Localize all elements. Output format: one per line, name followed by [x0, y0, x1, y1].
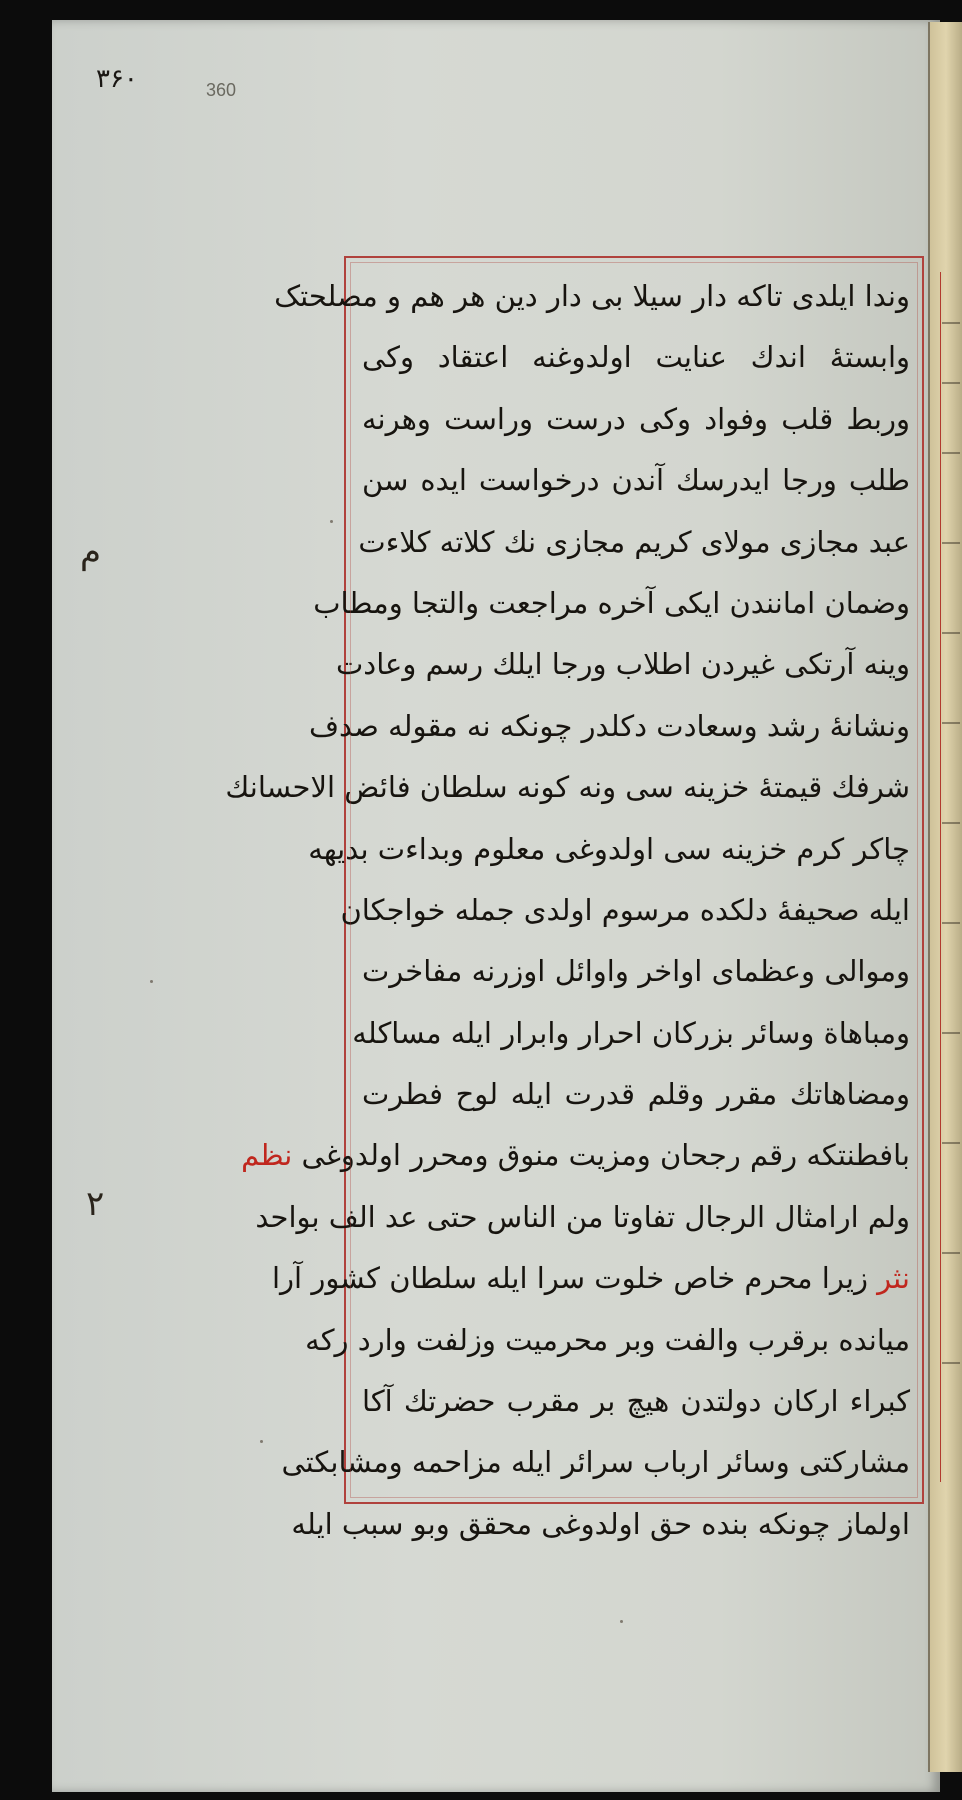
line-text: وندا ایلدی تاکه دار سیلا بی دار دین هر هم و مصلحتک — [274, 279, 910, 313]
text-block — [225, 266, 910, 1555]
text-line — [281, 1432, 910, 1493]
text-line — [291, 1494, 910, 1555]
adjacent-leaf-edge — [928, 22, 962, 1772]
rubric-heading: نثر — [867, 1261, 910, 1296]
text-line — [309, 696, 910, 757]
line-text: ایله صحیفهٔ دلکده مرسوم اولدی جمله خواجکان — [340, 892, 910, 927]
text-line — [362, 327, 910, 388]
folio-number: ۳۶۰ — [96, 64, 138, 94]
line-text: چاکر کرم خزینه سی اولدوغی معلوم وبداءت بدیهه — [308, 831, 910, 866]
line-text: ومضاهاتك مقرر وقلم قدرت ایله لوح فطرت — [362, 1077, 910, 1112]
text-line — [340, 880, 910, 941]
rubric-heading: نظم — [241, 1138, 302, 1173]
line-text: وموالی وعظمای اواخر واوائل اوزرنه مفاخرت — [362, 954, 910, 989]
line-text: اولماز چونکه بنده حق اولدوغی محقق وبو سبب ایله — [291, 1506, 910, 1541]
text-line — [241, 1125, 910, 1186]
text-line — [313, 573, 910, 634]
text-line — [308, 819, 910, 880]
line-text: عبد مجازی مولای کریم مجازی نك کلاته کلاءت — [358, 524, 910, 559]
line-text: بافطنتکه رقم رجحان ومزیت منوق ومحرر اولدوغی — [301, 1138, 910, 1173]
line-text: ونشانهٔ رشد وسعادت دکلدر چونکه نه مقوله صدف — [309, 708, 910, 743]
text-line — [358, 512, 910, 573]
text-line — [362, 389, 910, 450]
text-line — [362, 1064, 910, 1125]
line-text: ولم ارامثال الرجال تفاوتا من الناس حتی عد الف بواحد — [255, 1199, 910, 1234]
folio-number-pencil: 360 — [206, 80, 237, 100]
margin-mark-lower: ٢ — [86, 1184, 105, 1224]
adjacent-frame-rule — [940, 272, 941, 1482]
text-line — [271, 1248, 910, 1309]
line-text: طلب ورجا ایدرسك آندن درخواست ایده سن — [362, 463, 910, 498]
line-text: وضمان امانندن ایکی آخره مراجعت والتجا ومطاب — [313, 585, 910, 620]
text-frame — [225, 256, 924, 1541]
text-line — [362, 941, 910, 1002]
text-line — [352, 1003, 910, 1064]
line-text: وربط قلب وفواد وکی درست وراست وهرنه — [362, 401, 910, 436]
text-line — [274, 266, 910, 327]
text-line — [362, 1371, 910, 1432]
margin-mark-upper: م — [80, 532, 102, 572]
text-line — [362, 450, 910, 511]
line-text: کبراء ارکان دولتدن هیچ بر مقرب حضرتك آکا — [362, 1384, 910, 1419]
text-line — [305, 1310, 910, 1371]
line-text: شرفك قیمتهٔ خزینه سی ونه کونه سلطان فائض الاحسانك — [225, 770, 910, 805]
line-text: ومباهاة وسائر بزرکان احرار وابرار ایله مساکله — [352, 1015, 910, 1050]
line-text: مشارکتی وسائر ارباب سرائر ایله مزاحمه ومشابکتی — [281, 1445, 910, 1480]
line-text: وینه آرتکی غیردن اطلاب ورجا ایلك رسم وعادت — [336, 647, 910, 682]
line-text: میانده برقرب والفت وبر محرمیت وزلفت وارد رکه — [305, 1322, 910, 1357]
line-text: وابستهٔ اندك عنایت اولدوغنه اعتقاد وکی — [362, 340, 910, 375]
line-text: زیرا محرم خاص خلوت سرا ایله سلطان کشور آرا — [271, 1261, 868, 1296]
text-line — [255, 1187, 910, 1248]
text-line — [225, 757, 910, 818]
text-line — [336, 634, 910, 695]
